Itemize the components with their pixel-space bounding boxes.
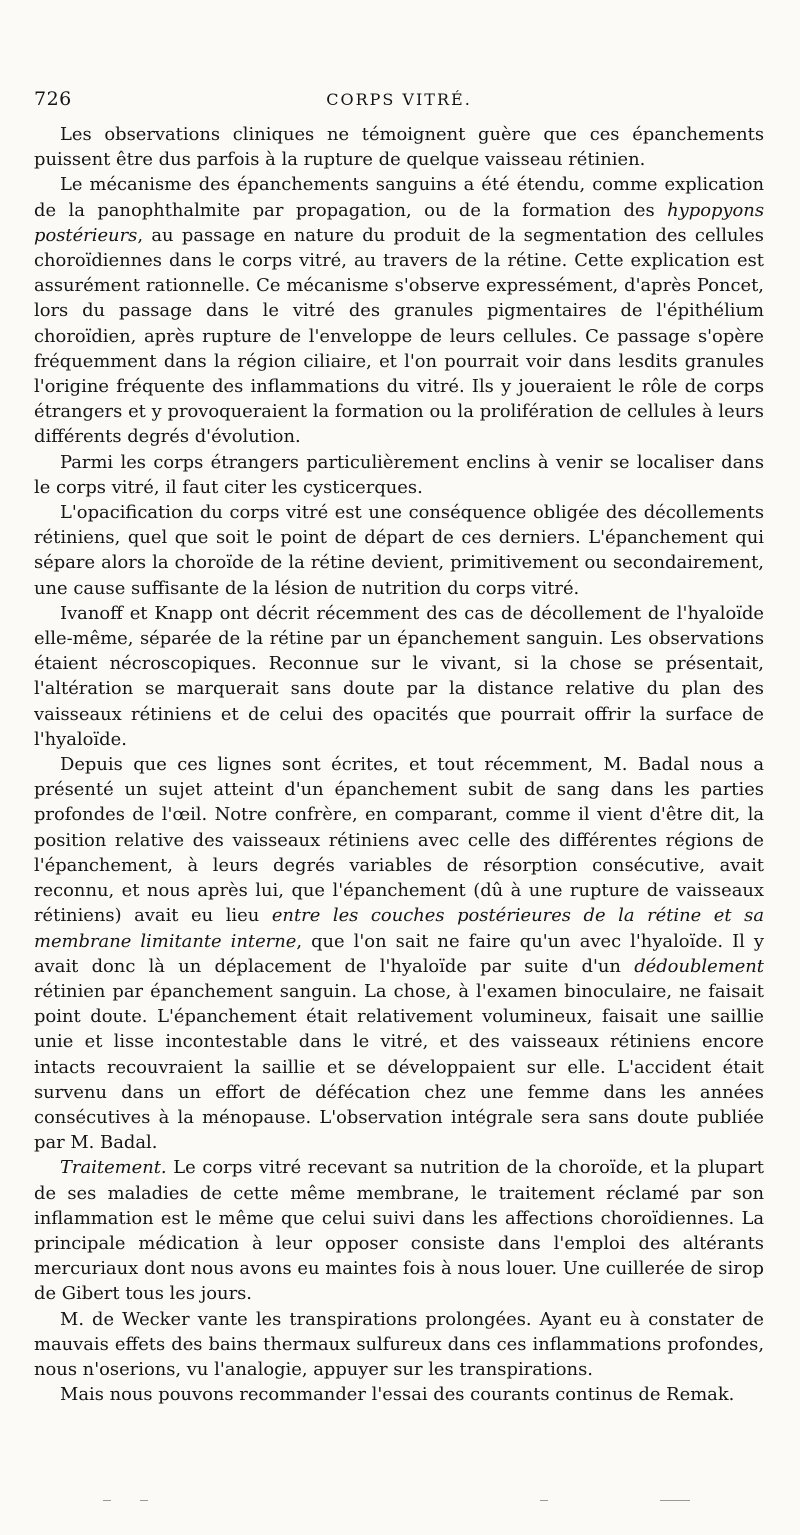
- paragraph-5: Ivanoff et Knapp ont décrit récemment des cas de décollement de l'hyaloïde elle-même, séparée de la rétine par un épanchement sanguin. Les observations étaient nécroscopiques. Reconnue sur le vivant, si la chose se présentait, l'altération se marquerait sans doute par la distance relative du plan des vaisseaux rétiniens et de celui des opacités que pourrait offrir la surface de l'hyaloïde.: [34, 602, 764, 750]
- paragraph-7: [34, 1155, 764, 1306]
- paragraph-9: Mais nous pouvons recommander l'essai des courants continus de Remak.: [60, 1384, 735, 1406]
- paragraph-3: Parmi les corps étrangers particulièrement enclins à venir se localiser dans le corps vitré, il faut citer les cysticerques.: [34, 451, 764, 498]
- scan-speck: [660, 1500, 690, 1501]
- paragraph-7-part-1: Le corps vitré recevant sa nutrition de la choroïde, et la plupart de ses maladies de cette même membrane, le traitement réclamé par son inflammation est le même que celui suivi dans les affections choroïdiennes. La principale médication à leur opposer consiste dans l'emploi des altérants mercuriaux dont nous avons eu maintes fois à nous louer. Une cuillerée de sirop de Gibert tous les jours.: [34, 1157, 764, 1305]
- paragraph-6-part-3: rétinien par épanchement sanguin. La chose, à l'examen binoculaire, ne faisait point doute. L'épanchement était relativement volumineux, faisait une saillie unie et lisse incontestable dans le vitré, et des vaisseaux rétiniens encore intacts recouvraient la saillie et se développaient sur elle. L'accident était survenu dans un effort de défécation chez une femme dans les années consécutives à la ménopause. L'observation intégrale sera sans doute publiée par M. Badal.: [34, 980, 764, 1154]
- paragraph-6: [34, 752, 764, 1155]
- paragraph-1: Les observations cliniques ne témoignent guère que ces épanchements puissent être dus parfois à la rupture de quelque vaisseau rétinien.: [34, 124, 764, 171]
- paragraph-6-part-1: Depuis que ces lignes sont écrites, et tout récemment, M. Badal nous a présenté un sujet atteint d'un épanchement subit de sang dans les parties profondes de l'œil. Notre confrère, en comparant, comme il vient d'être dit, la position relative des vaisseaux rétiniens avec celle des différentes régions de l'épanchement, à leurs degrés variables de résorption consécutive, avait reconnu, et nous après lui, que l'épanchement (dû à une rupture de vaisseaux rétiniens) avait eu lieu: [34, 754, 764, 927]
- page-number: 726: [34, 88, 72, 110]
- scan-speck: [140, 1500, 148, 1501]
- paragraph-4: L'opacification du corps vitré est une conséquence obligée des décollements rétiniens, quel que soit le point de départ de ces derniers. L'épanchement qui sépare alors la choroïde de la rétine devient, primitivement ou secondairement, une cause suffisante de la lésion de nutrition du corps vitré.: [34, 502, 764, 599]
- paragraph-2-part-2: , au passage en nature du produit de la segmentation des cellules choroïdiennes dans le corps vitré, au travers de la rétine. Cette explication est assurément rationnelle. Ce mécanisme s'observe expressément, d'après Poncet, lors du passage dans le vitré des granules pigmentaires de l'épithélium choroïdien, après rupture de l'enveloppe de leurs cellules. Ce passage s'opère fréquemment dans la région ciliaire, et l'on pourrait voir dans lesdits granules l'origine fréquente des inflammations du vitré. Ils y joueraient le rôle de corps étrangers et y provoqueraient la formation ou la prolifération de cellules à leurs différents degrés d'évolution.: [34, 224, 764, 448]
- paragraph-6-italic-2: dédoublement: [634, 955, 764, 977]
- running-title: CORPS VITRÉ.: [326, 90, 472, 109]
- paragraph-2-part-1: Le mécanisme des épanchements sanguins a été étendu, comme explication de la panophthalmite par propagation, ou de la formation des: [34, 174, 764, 221]
- paragraph-6-italic-1: entre les couches postérieures de la rétine et sa membrane limitante interne: [34, 905, 764, 952]
- scan-speck: [540, 1500, 548, 1501]
- paragraph-2: [34, 172, 764, 449]
- running-head: [34, 88, 764, 118]
- body-text: [34, 122, 764, 1407]
- paragraph-6-part-2: , que l'on sait ne faire qu'un avec l'hyaloïde. Il y avait donc là un déplacement de l'hyaloïde par suite d'un: [34, 930, 764, 977]
- paragraph-2-italic-1: hypopyons postérieurs: [34, 199, 764, 246]
- scan-speck: [103, 1500, 111, 1501]
- paragraph-8: M. de Wecker vante les transpirations prolongées. Ayant eu à constater de mauvais effets des bains thermaux sulfureux dans ces inflammations profondes, nous n'oserions, vu l'analogie, appuyer sur les transpirations.: [34, 1308, 764, 1380]
- paragraph-7-italic-1: Traitement.: [60, 1157, 167, 1179]
